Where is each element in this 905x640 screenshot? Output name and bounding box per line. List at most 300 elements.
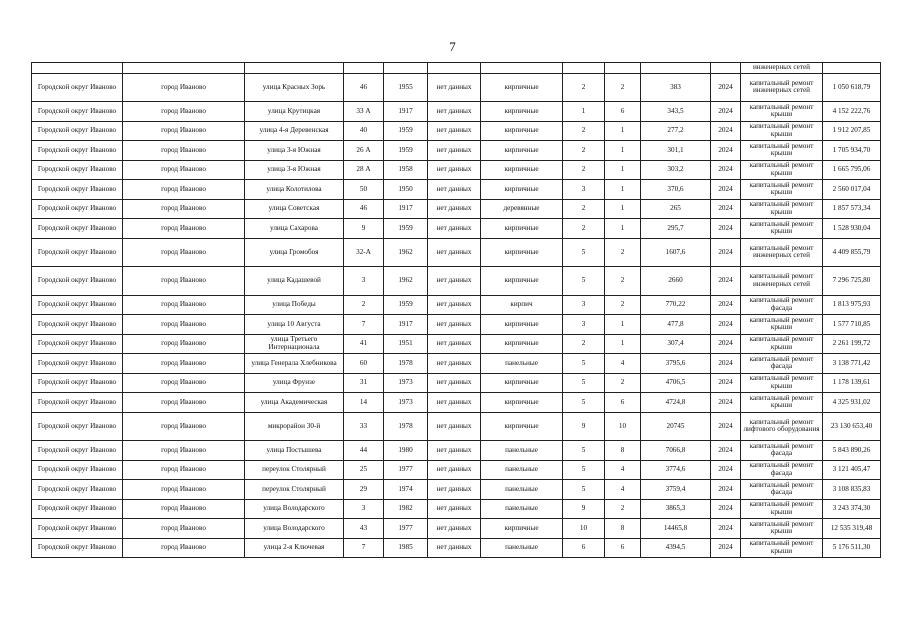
- municipality-cell: Городской округ Иваново: [32, 412, 123, 441]
- build-year-cell: 1950: [384, 180, 428, 200]
- street-cell: улица Советская: [245, 199, 344, 219]
- plan-year-cell: 2024: [711, 295, 741, 315]
- house-number-cell: 40: [344, 121, 384, 141]
- privatization-year-cell: нет данных: [428, 480, 481, 500]
- table-row: [32, 141, 881, 161]
- privatization-year-cell: нет данных: [428, 412, 481, 441]
- house-number-cell: 46: [344, 73, 384, 102]
- street-cell: улица Фрунзе: [245, 373, 344, 393]
- house-number-cell: 32-А: [344, 238, 384, 267]
- wall-material-cell: кирпичные: [481, 160, 563, 180]
- work-type-cell: капитальный ремонт инженерных сетей: [741, 73, 823, 102]
- city-cell: город Иваново: [123, 73, 245, 102]
- privatization-year-cell: нет данных: [428, 180, 481, 200]
- house-number-cell: 46: [344, 199, 384, 219]
- area-cell: 770,22: [641, 295, 711, 315]
- entrances-cell: 1: [605, 180, 641, 200]
- privatization-year-cell: нет данных: [428, 102, 481, 122]
- entrances-cell: 2: [605, 373, 641, 393]
- city-cell: город Иваново: [123, 267, 245, 296]
- municipality-cell: Городской округ Иваново: [32, 393, 123, 413]
- table-row: [32, 267, 881, 296]
- build-year-cell: 1951: [384, 334, 428, 354]
- wall-material-cell: кирпичные: [481, 334, 563, 354]
- area-cell: 277,2: [641, 121, 711, 141]
- municipality-cell: Городской округ Иваново: [32, 315, 123, 335]
- house-number-cell: 25: [344, 460, 384, 480]
- wall-material-cell: кирпичные: [481, 180, 563, 200]
- city-cell: город Иваново: [123, 373, 245, 393]
- street-cell: улица Володарского: [245, 519, 344, 539]
- wall-material-cell: кирпичные: [481, 73, 563, 102]
- table-row: [32, 295, 881, 315]
- floors-cell: 2: [563, 219, 605, 239]
- plan-year-cell: 2024: [711, 199, 741, 219]
- street-cell: улица 4-я Деревенская: [245, 121, 344, 141]
- build-year-cell: 1978: [384, 354, 428, 374]
- city-cell: город Иваново: [123, 538, 245, 558]
- plan-year-cell: 2024: [711, 393, 741, 413]
- cost-cell: 4 152 222,76: [823, 102, 881, 122]
- plan-year-cell: 2024: [711, 480, 741, 500]
- floors-cell: 5: [563, 373, 605, 393]
- privatization-year-cell: нет данных: [428, 441, 481, 461]
- street-cell: улица Красных Зорь: [245, 73, 344, 102]
- municipality-cell: Городской округ Иваново: [32, 219, 123, 239]
- street-cell: улица 3-я Южная: [245, 160, 344, 180]
- plan-year-cell: 2024: [711, 412, 741, 441]
- wall-material-cell: кирпич: [481, 295, 563, 315]
- plan-year-cell: 2024: [711, 519, 741, 539]
- entrances-cell: 2: [605, 267, 641, 296]
- floors-cell: 9: [563, 499, 605, 519]
- area-cell: 343,5: [641, 102, 711, 122]
- street-cell: микрорайон 30-й: [245, 412, 344, 441]
- entrances-cell: 1: [605, 315, 641, 335]
- area-cell: 2660: [641, 267, 711, 296]
- municipality-cell: Городской округ Иваново: [32, 373, 123, 393]
- work-type-cell: капитальный ремонт крыши: [741, 219, 823, 239]
- cost-cell: 23 130 653,40: [823, 412, 881, 441]
- city-cell: город Иваново: [123, 295, 245, 315]
- area-cell: 301,1: [641, 141, 711, 161]
- city-cell: город Иваново: [123, 460, 245, 480]
- privatization-year-cell: нет данных: [428, 538, 481, 558]
- work-type-cell: капитальный ремонт крыши: [741, 141, 823, 161]
- work-type-cell: капитальный ремонт крыши: [741, 315, 823, 335]
- build-year-cell: 1917: [384, 199, 428, 219]
- plan-year-cell: 2024: [711, 354, 741, 374]
- privatization-year-cell: нет данных: [428, 219, 481, 239]
- house-number-cell: 60: [344, 354, 384, 374]
- table-row: [32, 238, 881, 267]
- city-cell: город Иваново: [123, 238, 245, 267]
- cost-cell: 1 528 930,04: [823, 219, 881, 239]
- plan-year-cell: 2024: [711, 141, 741, 161]
- area-cell: 14465,8: [641, 519, 711, 539]
- work-type-cell: капитальный ремонт крыши: [741, 393, 823, 413]
- table-row: [32, 538, 881, 558]
- municipality-cell: Городской округ Иваново: [32, 538, 123, 558]
- street-cell: улица Академическая: [245, 393, 344, 413]
- table-row: [32, 73, 881, 102]
- cost-cell: 1 665 795,06: [823, 160, 881, 180]
- privatization-year-cell: нет данных: [428, 199, 481, 219]
- continued-row: [32, 63, 881, 74]
- build-year-cell: 1962: [384, 238, 428, 267]
- city-cell: город Иваново: [123, 141, 245, 161]
- cost-cell: 3 108 835,83: [823, 480, 881, 500]
- build-year-cell: 1973: [384, 373, 428, 393]
- work-type-cell: капитальный ремонт крыши: [741, 373, 823, 393]
- house-number-cell: 3: [344, 267, 384, 296]
- table-row: [32, 180, 881, 200]
- work-type-cell: капитальный ремонт фасада: [741, 460, 823, 480]
- house-number-cell: 31: [344, 373, 384, 393]
- area-cell: 7066,8: [641, 441, 711, 461]
- cost-cell: 1 912 207,85: [823, 121, 881, 141]
- build-year-cell: 1959: [384, 219, 428, 239]
- entrances-cell: 8: [605, 519, 641, 539]
- wall-material-cell: панельные: [481, 354, 563, 374]
- entrances-cell: 6: [605, 393, 641, 413]
- plan-year-cell: 2024: [711, 315, 741, 335]
- table-row: [32, 199, 881, 219]
- privatization-year-cell: нет данных: [428, 519, 481, 539]
- work-type-cell: капитальный ремонт фасада: [741, 480, 823, 500]
- entrances-cell: 1: [605, 219, 641, 239]
- build-year-cell: 1980: [384, 441, 428, 461]
- work-type-cell: капитальный ремонт лифтового оборудования: [741, 412, 823, 441]
- housing-repair-table: [31, 62, 881, 558]
- floors-cell: 5: [563, 441, 605, 461]
- work-type-cell: капитальный ремонт фасада: [741, 295, 823, 315]
- floors-cell: 3: [563, 180, 605, 200]
- privatization-year-cell: нет данных: [428, 354, 481, 374]
- street-cell: улица Громобоя: [245, 238, 344, 267]
- build-year-cell: 1955: [384, 73, 428, 102]
- city-cell: город Иваново: [123, 160, 245, 180]
- build-year-cell: 1982: [384, 499, 428, 519]
- wall-material-cell: кирпичные: [481, 373, 563, 393]
- street-cell: улица Генерала Хлебникова: [245, 354, 344, 374]
- table-row: [32, 480, 881, 500]
- area-cell: 4394,5: [641, 538, 711, 558]
- cost-cell: 4 325 931,02: [823, 393, 881, 413]
- house-number-cell: 29: [344, 480, 384, 500]
- street-cell: улица Постышева: [245, 441, 344, 461]
- city-cell: город Иваново: [123, 121, 245, 141]
- work-type-cell: капитальный ремонт крыши: [741, 199, 823, 219]
- floors-cell: 2: [563, 141, 605, 161]
- municipality-cell: Городской округ Иваново: [32, 267, 123, 296]
- cost-cell: 2 261 199,72: [823, 334, 881, 354]
- plan-year-cell: 2024: [711, 460, 741, 480]
- floors-cell: 5: [563, 480, 605, 500]
- cost-cell: 12 535 319,48: [823, 519, 881, 539]
- municipality-cell: Городской округ Иваново: [32, 499, 123, 519]
- plan-year-cell: 2024: [711, 160, 741, 180]
- build-year-cell: 1977: [384, 519, 428, 539]
- street-cell: переулок Столярный: [245, 460, 344, 480]
- house-number-cell: 41: [344, 334, 384, 354]
- privatization-year-cell: нет данных: [428, 373, 481, 393]
- street-cell: улица Сахарова: [245, 219, 344, 239]
- work-type-cell: капитальный ремонт крыши: [741, 538, 823, 558]
- privatization-year-cell: нет данных: [428, 160, 481, 180]
- area-cell: 3795,6: [641, 354, 711, 374]
- wall-material-cell: панельные: [481, 441, 563, 461]
- build-year-cell: 1917: [384, 102, 428, 122]
- entrances-cell: 8: [605, 441, 641, 461]
- floors-cell: 9: [563, 412, 605, 441]
- house-number-cell: 14: [344, 393, 384, 413]
- work-type-cell: капитальный ремонт крыши: [741, 160, 823, 180]
- table-row: [32, 499, 881, 519]
- floors-cell: 5: [563, 238, 605, 267]
- build-year-cell: 1973: [384, 393, 428, 413]
- work-type-cell: капитальный ремонт крыши: [741, 102, 823, 122]
- city-cell: город Иваново: [123, 354, 245, 374]
- build-year-cell: 1958: [384, 160, 428, 180]
- city-cell: город Иваново: [123, 199, 245, 219]
- privatization-year-cell: нет данных: [428, 238, 481, 267]
- street-cell: улица Победы: [245, 295, 344, 315]
- entrances-cell: 2: [605, 295, 641, 315]
- wall-material-cell: кирпичные: [481, 219, 563, 239]
- city-cell: город Иваново: [123, 334, 245, 354]
- privatization-year-cell: нет данных: [428, 499, 481, 519]
- street-cell: улица Колотилова: [245, 180, 344, 200]
- area-cell: 307,4: [641, 334, 711, 354]
- municipality-cell: Городской округ Иваново: [32, 180, 123, 200]
- city-cell: город Иваново: [123, 180, 245, 200]
- work-type-cell: капитальный ремонт фасада: [741, 354, 823, 374]
- area-cell: 383: [641, 73, 711, 102]
- street-cell: улица 3-я Южная: [245, 141, 344, 161]
- plan-year-cell: 2024: [711, 180, 741, 200]
- table-row: [32, 121, 881, 141]
- floors-cell: 5: [563, 354, 605, 374]
- privatization-year-cell: нет данных: [428, 295, 481, 315]
- plan-year-cell: 2024: [711, 102, 741, 122]
- entrances-cell: 6: [605, 102, 641, 122]
- table-row: [32, 160, 881, 180]
- table-row: [32, 393, 881, 413]
- cost-cell: 1 705 934,70: [823, 141, 881, 161]
- street-cell: улица Кадашевой: [245, 267, 344, 296]
- floors-cell: 6: [563, 538, 605, 558]
- plan-year-cell: 2024: [711, 334, 741, 354]
- municipality-cell: Городской округ Иваново: [32, 141, 123, 161]
- privatization-year-cell: нет данных: [428, 460, 481, 480]
- plan-year-cell: 2024: [711, 267, 741, 296]
- work-type-cell: капитальный ремонт фасада: [741, 441, 823, 461]
- municipality-cell: Городской округ Иваново: [32, 480, 123, 500]
- floors-cell: 2: [563, 73, 605, 102]
- house-number-cell: 2: [344, 295, 384, 315]
- privatization-year-cell: нет данных: [428, 121, 481, 141]
- plan-year-cell: 2024: [711, 121, 741, 141]
- area-cell: 3865,3: [641, 499, 711, 519]
- area-cell: 4724,8: [641, 393, 711, 413]
- cost-cell: 1 813 975,93: [823, 295, 881, 315]
- house-number-cell: 44: [344, 441, 384, 461]
- privatization-year-cell: нет данных: [428, 393, 481, 413]
- floors-cell: 2: [563, 121, 605, 141]
- entrances-cell: 1: [605, 160, 641, 180]
- city-cell: город Иваново: [123, 393, 245, 413]
- entrances-cell: 6: [605, 538, 641, 558]
- floors-cell: 5: [563, 393, 605, 413]
- city-cell: город Иваново: [123, 480, 245, 500]
- municipality-cell: Городской округ Иваново: [32, 354, 123, 374]
- municipality-cell: Городской округ Иваново: [32, 121, 123, 141]
- street-cell: переулок Столярный: [245, 480, 344, 500]
- privatization-year-cell: нет данных: [428, 334, 481, 354]
- municipality-cell: Городской округ Иваново: [32, 73, 123, 102]
- entrances-cell: 1: [605, 199, 641, 219]
- entrances-cell: 4: [605, 354, 641, 374]
- city-cell: город Иваново: [123, 102, 245, 122]
- municipality-cell: Городской округ Иваново: [32, 160, 123, 180]
- area-cell: 370,6: [641, 180, 711, 200]
- wall-material-cell: кирпичные: [481, 315, 563, 335]
- table-row: [32, 519, 881, 539]
- entrances-cell: 1: [605, 121, 641, 141]
- house-number-cell: 50: [344, 180, 384, 200]
- entrances-cell: 1: [605, 141, 641, 161]
- floors-cell: 5: [563, 460, 605, 480]
- cost-cell: 3 121 405,47: [823, 460, 881, 480]
- wall-material-cell: кирпичные: [481, 121, 563, 141]
- wall-material-cell: панельные: [481, 538, 563, 558]
- build-year-cell: 1959: [384, 121, 428, 141]
- table-row: [32, 373, 881, 393]
- build-year-cell: 1977: [384, 460, 428, 480]
- area-cell: 295,7: [641, 219, 711, 239]
- house-number-cell: 7: [344, 315, 384, 335]
- municipality-cell: Городской округ Иваново: [32, 199, 123, 219]
- cost-cell: 1 050 618,79: [823, 73, 881, 102]
- table-row: [32, 219, 881, 239]
- municipality-cell: Городской округ Иваново: [32, 334, 123, 354]
- city-cell: город Иваново: [123, 441, 245, 461]
- plan-year-cell: 2024: [711, 373, 741, 393]
- city-cell: город Иваново: [123, 315, 245, 335]
- cost-cell: 5 176 511,30: [823, 538, 881, 558]
- house-number-cell: 28 А: [344, 160, 384, 180]
- area-cell: 4706,5: [641, 373, 711, 393]
- entrances-cell: 10: [605, 412, 641, 441]
- house-number-cell: 43: [344, 519, 384, 539]
- wall-material-cell: деревянные: [481, 199, 563, 219]
- house-number-cell: 33 А: [344, 102, 384, 122]
- continued-work-cell: инженерных сетей: [741, 63, 823, 74]
- privatization-year-cell: нет данных: [428, 267, 481, 296]
- wall-material-cell: кирпичные: [481, 141, 563, 161]
- area-cell: 20745: [641, 412, 711, 441]
- table-row: [32, 354, 881, 374]
- cost-cell: 7 296 725,80: [823, 267, 881, 296]
- cost-cell: 2 560 017,04: [823, 180, 881, 200]
- plan-year-cell: 2024: [711, 499, 741, 519]
- city-cell: город Иваново: [123, 412, 245, 441]
- wall-material-cell: кирпичные: [481, 412, 563, 441]
- floors-cell: 2: [563, 334, 605, 354]
- street-cell: улица Крутицкая: [245, 102, 344, 122]
- area-cell: 303,2: [641, 160, 711, 180]
- privatization-year-cell: нет данных: [428, 141, 481, 161]
- floors-cell: 1: [563, 102, 605, 122]
- plan-year-cell: 2024: [711, 441, 741, 461]
- table-row: [32, 102, 881, 122]
- table-row: [32, 315, 881, 335]
- build-year-cell: 1962: [384, 267, 428, 296]
- wall-material-cell: кирпичные: [481, 267, 563, 296]
- cost-cell: 1 178 139,61: [823, 373, 881, 393]
- work-type-cell: капитальный ремонт крыши: [741, 499, 823, 519]
- street-cell: улица 2-я Ключевая: [245, 538, 344, 558]
- table-row: [32, 334, 881, 354]
- city-cell: город Иваново: [123, 219, 245, 239]
- cost-cell: 4 409 855,79: [823, 238, 881, 267]
- work-type-cell: капитальный ремонт крыши: [741, 121, 823, 141]
- municipality-cell: Городской округ Иваново: [32, 460, 123, 480]
- wall-material-cell: кирпичные: [481, 519, 563, 539]
- wall-material-cell: панельные: [481, 460, 563, 480]
- build-year-cell: 1978: [384, 412, 428, 441]
- privatization-year-cell: нет данных: [428, 73, 481, 102]
- street-cell: улица Третьего Интернационала: [245, 334, 344, 354]
- wall-material-cell: кирпичные: [481, 102, 563, 122]
- cost-cell: 1 857 573,34: [823, 199, 881, 219]
- wall-material-cell: кирпичные: [481, 393, 563, 413]
- house-number-cell: 3: [344, 499, 384, 519]
- floors-cell: 2: [563, 160, 605, 180]
- street-cell: улица Володарского: [245, 499, 344, 519]
- plan-year-cell: 2024: [711, 73, 741, 102]
- privatization-year-cell: нет данных: [428, 315, 481, 335]
- house-number-cell: 33: [344, 412, 384, 441]
- table-row: [32, 441, 881, 461]
- table-row: [32, 460, 881, 480]
- plan-year-cell: 2024: [711, 538, 741, 558]
- build-year-cell: 1974: [384, 480, 428, 500]
- floors-cell: 5: [563, 267, 605, 296]
- cost-cell: 1 577 710,85: [823, 315, 881, 335]
- page-number: 7: [449, 39, 456, 54]
- cost-cell: 3 243 374,30: [823, 499, 881, 519]
- municipality-cell: Городской округ Иваново: [32, 238, 123, 267]
- entrances-cell: 2: [605, 73, 641, 102]
- work-type-cell: капитальный ремонт крыши: [741, 180, 823, 200]
- work-type-cell: капитальный ремонт крыши: [741, 519, 823, 539]
- plan-year-cell: 2024: [711, 238, 741, 267]
- municipality-cell: Городской округ Иваново: [32, 441, 123, 461]
- house-number-cell: 9: [344, 219, 384, 239]
- city-cell: город Иваново: [123, 519, 245, 539]
- wall-material-cell: панельные: [481, 480, 563, 500]
- plan-year-cell: 2024: [711, 219, 741, 239]
- entrances-cell: 4: [605, 480, 641, 500]
- floors-cell: 3: [563, 295, 605, 315]
- house-number-cell: 7: [344, 538, 384, 558]
- area-cell: 3759,4: [641, 480, 711, 500]
- build-year-cell: 1959: [384, 295, 428, 315]
- table-row: [32, 412, 881, 441]
- wall-material-cell: панельные: [481, 499, 563, 519]
